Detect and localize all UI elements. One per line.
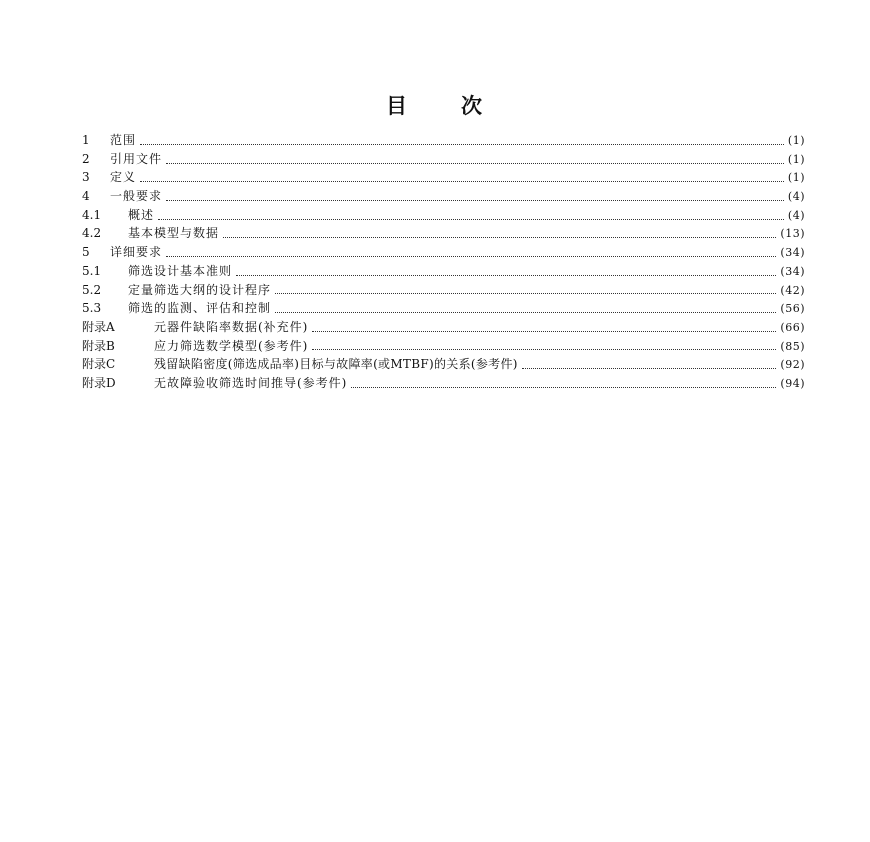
- toc-leader: [166, 190, 784, 201]
- toc-title: 引用文件: [110, 151, 163, 166]
- toc-leader: [140, 171, 784, 182]
- toc-title: 无故障验收筛选时间推导(参考件): [154, 375, 348, 390]
- toc-page-number: (92): [780, 358, 805, 372]
- toc-page-number: (4): [787, 190, 805, 204]
- toc-title: 筛选的监测、评估和控制: [128, 301, 272, 316]
- toc-number: 2: [82, 151, 90, 166]
- toc-page-number: (94): [780, 376, 805, 390]
- toc-row[interactable]: [82, 374, 805, 393]
- toc-title: 范围: [110, 133, 137, 147]
- table-of-contents: [82, 131, 805, 393]
- toc-row[interactable]: [82, 337, 805, 356]
- toc-page-number: (1): [787, 134, 805, 147]
- toc-number: 附录B: [82, 338, 115, 353]
- toc-row[interactable]: [82, 131, 805, 150]
- toc-row[interactable]: [82, 281, 805, 300]
- toc-leader: [223, 227, 776, 238]
- toc-row[interactable]: [82, 318, 805, 337]
- toc-row[interactable]: [82, 299, 805, 318]
- toc-leader: [275, 302, 776, 313]
- toc-page-number: (34): [780, 264, 805, 278]
- toc-leader: [158, 209, 784, 220]
- toc-row[interactable]: [82, 150, 805, 169]
- toc-title: 残留缺陷密度(筛选成品率)目标与故障率(或MTBF)的关系(参考件): [154, 357, 518, 372]
- toc-row[interactable]: [82, 187, 805, 206]
- toc-title: 定义: [110, 170, 137, 185]
- toc-number: 5: [82, 245, 90, 260]
- toc-number: 4.2: [82, 226, 102, 241]
- toc-number: 3: [82, 170, 90, 185]
- toc-number: 5.1: [82, 263, 102, 278]
- toc-row[interactable]: [82, 262, 805, 281]
- toc-leader: [312, 321, 776, 332]
- toc-row[interactable]: [82, 206, 805, 225]
- toc-leader: [236, 265, 776, 276]
- toc-number: 1: [82, 133, 90, 147]
- toc-leader: [312, 339, 776, 350]
- toc-number: 附录D: [82, 375, 116, 390]
- toc-title: 基本模型与数据: [128, 226, 220, 241]
- toc-page-number: (34): [780, 246, 805, 260]
- toc-number: 附录C: [82, 357, 116, 372]
- toc-title: 元器件缺陷率数据(补充件): [154, 319, 309, 334]
- toc-page-number: (4): [787, 208, 805, 222]
- toc-leader: [522, 358, 777, 369]
- toc-title: 详细要求: [110, 245, 163, 260]
- toc-row[interactable]: [82, 168, 805, 187]
- toc-row[interactable]: [82, 243, 805, 262]
- title-char-1: 目: [386, 94, 409, 118]
- toc-page-number: (56): [780, 302, 805, 316]
- toc-page-number: (66): [780, 320, 805, 334]
- title-char-2: 次: [461, 94, 484, 118]
- toc-number: 附录A: [82, 319, 115, 334]
- toc-title: 一般要求: [110, 189, 163, 204]
- toc-row[interactable]: [82, 224, 805, 243]
- toc-number: 4.1: [82, 207, 102, 222]
- toc-page-number: (85): [780, 339, 805, 353]
- toc-leader: [351, 377, 776, 388]
- toc-row[interactable]: [82, 355, 805, 374]
- toc-leader: [166, 153, 784, 164]
- toc-page-number: (42): [780, 283, 805, 297]
- toc-number: 4: [82, 189, 90, 204]
- toc-page-number: (1): [787, 171, 805, 185]
- toc-title: 应力筛选数学模型(参考件): [154, 338, 309, 353]
- toc-page-number: (13): [780, 227, 805, 241]
- toc-page-number: (1): [787, 152, 805, 166]
- toc-leader: [275, 283, 776, 294]
- toc-leader: [140, 134, 784, 145]
- page-title: [0, 90, 870, 120]
- toc-title: 筛选设计基本准则: [128, 263, 233, 278]
- toc-title: 概述: [128, 207, 155, 222]
- toc-leader: [166, 246, 776, 257]
- toc-number: 5.3: [82, 301, 102, 316]
- toc-title: 定量筛选大纲的设计程序: [128, 282, 272, 297]
- toc-number: 5.2: [82, 282, 102, 297]
